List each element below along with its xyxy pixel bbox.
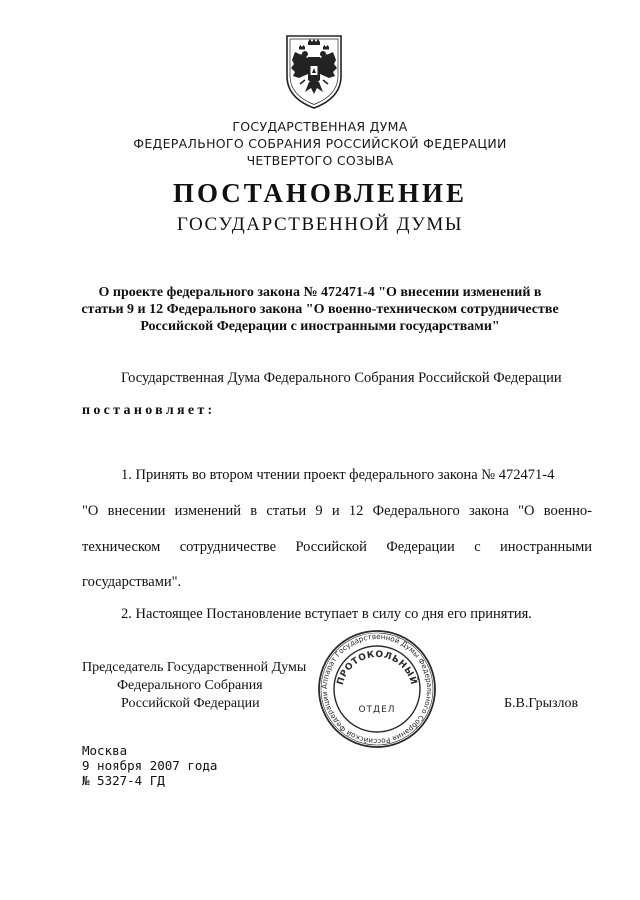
header-line-1: ГОСУДАРСТВЕННАЯ ДУМА xyxy=(232,119,408,134)
footer-number: № 5327-4 ГД xyxy=(82,773,165,788)
preamble: Государственная Дума Федерального Собрания Российской Федерации xyxy=(121,370,562,386)
stamp-ring-text: Аппарат Государственной Думы Федерального Собрания Российской Федерации xyxy=(319,631,435,747)
header-line-2: ФЕДЕРАЛЬНОГО СОБРАНИЯ РОССИЙСКОЙ ФЕДЕРАЦИИ xyxy=(133,136,507,151)
stamp-center-text: ОТДЕЛ xyxy=(358,705,396,715)
footer xyxy=(82,743,217,788)
signatory-position-line-2: Федерального Собрания xyxy=(117,678,263,693)
item1-line-2: "О внесении изменений в статьи 9 и 12 Федерального закона "О военно- xyxy=(82,503,592,519)
document-title: ПОСТАНОВЛЕНИЕ xyxy=(172,178,468,208)
item1-line-4: государствами". xyxy=(82,574,182,590)
signatory-name: Б.В.Грызлов xyxy=(504,696,579,711)
signatory-position-line-3: Российской Федерации xyxy=(121,696,260,711)
subject-line-1: О проекте федерального закона № 472471-4 "О внесении изменений в xyxy=(98,285,542,300)
item1-line-1: 1. Принять во втором чтении проект федерального закона № 472471-4 xyxy=(121,467,555,483)
header-line-3: ЧЕТВЕРТОГО СОЗЫВА xyxy=(246,153,394,168)
resolves-word: постановляет: xyxy=(82,403,216,418)
subject-line-2: статьи 9 и 12 Федерального закона "О военно-техническом сотрудничестве xyxy=(81,302,559,317)
coat-of-arms-icon xyxy=(281,30,347,112)
subject-line-3: Российской Федерации с иностранными государствами" xyxy=(140,319,500,334)
subject xyxy=(70,284,570,335)
document-subtitle: ГОСУДАРСТВЕННОЙ ДУМЫ xyxy=(176,214,464,235)
footer-city: Москва xyxy=(82,743,128,758)
item1-line-3: техническом сотрудничестве Российской Федерации с иностранными xyxy=(82,539,592,555)
stamp-arc-text: ПРОТОКОЛЬНЫЙ xyxy=(335,649,419,687)
item2: 2. Настоящее Постановление вступает в силу со дня его принятия. xyxy=(121,606,532,622)
footer-date: 9 ноября 2007 года xyxy=(82,758,218,773)
official-stamp-icon xyxy=(316,628,438,750)
signatory-position-line-1: Председатель Государственной Думы xyxy=(82,660,307,675)
